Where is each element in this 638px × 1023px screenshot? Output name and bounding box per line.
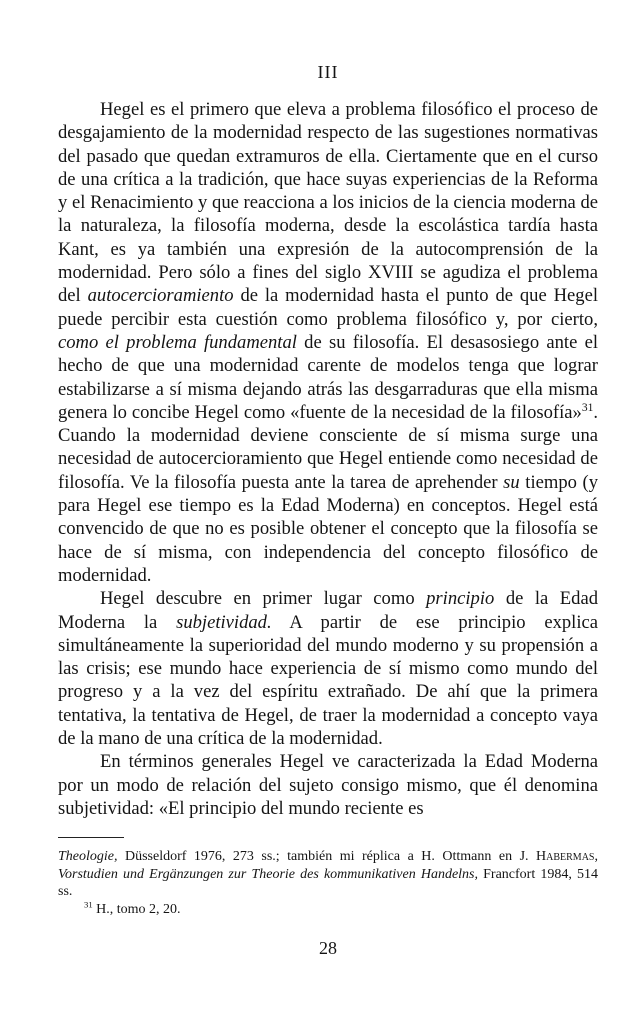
emphasis: como el problema fundamental xyxy=(58,331,297,353)
footnote-number: 31 xyxy=(84,899,93,910)
paragraph-1 xyxy=(58,98,598,587)
text-run: Hegel es el primero que eleva a problema filosófico el proceso de desgajamiento de la modernidad respecto de las sugestiones normativas del pasado que quedan extramuros de ella. Ciertamente que en el curso de una crítica a la tradición, que hace suyas experiencias de la Reforma y el Renacimiento y que reacciona a los inicios de la ciencia moderna de la naturaleza, la filosofía moderna, desde la escolástica tardía hasta Kant, es ya también una expresión de la autocomprensión de la modernidad. Pero sólo a fines del siglo xyxy=(58,99,598,284)
text-run: H., tomo 2, 20. xyxy=(92,901,181,917)
text-run: Francfort 1984, 514 ss. xyxy=(58,866,598,900)
emphasis: principio xyxy=(426,588,495,610)
text-run: , xyxy=(594,849,598,864)
footnote-reference: 31 xyxy=(581,401,594,414)
emphasis: subjetividad. xyxy=(176,611,272,633)
text-run: de la modernidad hasta el punto de que Hegel puede percibir esta cuestión como problema filosófico y, por cierto, xyxy=(58,285,598,330)
text-run: tiempo (y para Hegel ese tiempo es la Edad Moderna) en conceptos. Hegel está convencido de que no es posible obtener el concepto que la filosofía se hace de sí misma, con independencia del concepto filosófico de modernidad. xyxy=(58,471,598,586)
emphasis: su xyxy=(503,471,520,493)
text-run: de la Edad Moderna la xyxy=(58,588,598,633)
emphasis: autocercioramiento xyxy=(87,285,234,307)
section-heading: III xyxy=(317,62,339,82)
emphasis: Theologie, xyxy=(58,849,118,864)
text-run: Hegel descubre en primer lugar como xyxy=(100,588,427,610)
author-name: Habermas xyxy=(536,849,595,864)
footnote-divider xyxy=(58,837,124,838)
emphasis: Vorstudien und Ergänzungen zur Theorie des kommunikativen Handelns, xyxy=(58,866,478,882)
page-number: 28 xyxy=(319,938,337,958)
text-run: A partir de ese principio explica simultáneamente la superioridad del mundo moderno y su propensión a las crisis; ese mundo hace experiencia de sí mismo como mundo del progreso y a la vez del espíritu extrañado. De ahí que la primera tentativa, la tentativa de Hegel, de traer la modernidad a concepto vaya de la mano de una crítica de la modernidad. xyxy=(58,611,599,750)
text-run: se agudiza el problema del xyxy=(58,262,598,307)
paragraph-3 xyxy=(58,750,598,820)
paragraph-2 xyxy=(58,587,598,750)
footnote-continuation xyxy=(58,848,598,901)
footnotes xyxy=(58,848,598,918)
text-run: En términos generales Hegel ve caracterizada la Edad Moderna por un modo de relación del sujeto consigo mismo, que él denomina subjetividad: «El principio del mundo reciente es xyxy=(58,751,598,819)
century-numeral: XVIII xyxy=(368,262,414,284)
text-run: de su filosofía. El desasosiego ante el hecho de que una modernidad carente de modelos tenga que lograr estabilizarse a sí misma dejando atrás las desgarraduras que ella misma genera lo concibe Hegel como «fuente de la necesidad de la filosofía» xyxy=(58,331,598,423)
book-page xyxy=(58,0,598,1023)
footnote-31 xyxy=(58,901,598,919)
text-run: Düsseldorf 1976, 273 ss.; también mi réplica a H. Ottmann en J. xyxy=(117,849,537,864)
body-text xyxy=(58,98,598,820)
text-run: . Cuando la modernidad deviene consciente de sí misma surge una necesidad de autocercioramiento que Hegel entiende como necesidad de filosofía. Ve la filosofía puesta ante la tarea de aprehender xyxy=(58,401,598,493)
